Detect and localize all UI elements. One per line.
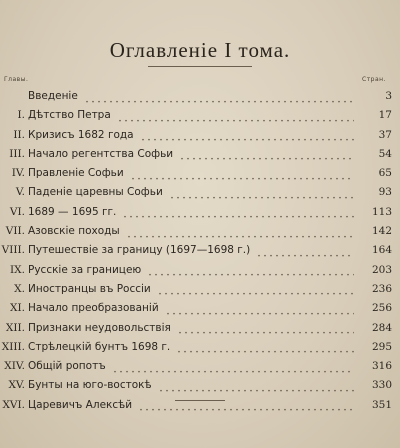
toc-entry xyxy=(0,376,400,395)
page-number: 164 xyxy=(371,244,392,257)
chapter-number: X. xyxy=(14,282,25,295)
dot-leader xyxy=(140,126,354,145)
chapter-title: Путешествіе за границу (1697—1698 г.) xyxy=(28,244,251,257)
chapter-title: Иностранцы въ Россіи xyxy=(28,282,151,295)
dot-leader xyxy=(256,241,354,260)
chapter-title: Введеніе xyxy=(28,90,78,102)
page-number: 113 xyxy=(371,205,392,218)
chapter-number: VII. xyxy=(5,225,25,238)
dot-leader xyxy=(138,396,354,415)
chapter-number: XI. xyxy=(10,302,25,315)
toc-entry xyxy=(0,338,400,357)
page-number: 256 xyxy=(371,302,392,315)
toc-entry xyxy=(0,280,400,299)
toc-entry xyxy=(0,299,400,318)
page-number: 330 xyxy=(371,379,392,392)
toc-entry xyxy=(0,357,400,376)
page-number: 54 xyxy=(378,147,392,160)
page-title: Оглавленіе I тома. xyxy=(109,38,291,62)
chapter-number: IX. xyxy=(10,263,25,276)
chapter-number: VI. xyxy=(9,205,25,218)
chapter-number: III. xyxy=(9,147,25,160)
toc-entry xyxy=(0,241,400,260)
toc-entry xyxy=(0,396,400,415)
chapter-title: Русскіе за границею xyxy=(28,263,142,276)
dot-leader xyxy=(147,261,354,280)
chapter-title: 1689 — 1695 гг. xyxy=(28,205,117,218)
toc-entry xyxy=(0,222,400,241)
page-number: 3 xyxy=(385,90,392,102)
toc-entry xyxy=(0,203,400,222)
dot-leader xyxy=(84,87,354,106)
page-number: 351 xyxy=(371,398,392,411)
chapter-title: Начало преобразованій xyxy=(28,302,159,315)
chapter-title: Азовскіе походы xyxy=(28,225,120,238)
chapters-column-header: Главы. xyxy=(4,76,29,83)
table-of-contents xyxy=(0,87,400,415)
chapter-title: Царевичъ Алексѣй xyxy=(28,398,133,411)
dot-leader xyxy=(176,338,354,357)
chapter-title: Признаки неудовольствія xyxy=(28,321,171,334)
page-number: 65 xyxy=(378,167,392,180)
dot-leader xyxy=(165,299,354,318)
chapter-number: XIV. xyxy=(4,360,25,373)
toc-entry xyxy=(0,126,400,145)
page-number: 295 xyxy=(371,340,392,353)
page-number: 203 xyxy=(371,263,392,276)
chapter-number: V. xyxy=(15,186,25,199)
pages-column-header: Стран. xyxy=(362,76,386,83)
page-number: 17 xyxy=(378,109,392,122)
chapter-title: Правленіе Софьи xyxy=(28,167,124,180)
dot-leader xyxy=(117,106,354,125)
chapter-number: IV. xyxy=(11,167,25,180)
dot-leader xyxy=(126,222,354,241)
dot-leader xyxy=(112,357,354,376)
toc-entry xyxy=(0,106,400,125)
chapter-title: Бунты на юго-востокѣ xyxy=(28,379,152,392)
chapter-number: XIII. xyxy=(1,340,25,353)
dot-leader xyxy=(130,164,354,183)
chapter-title: Начало регентства Софьи xyxy=(28,147,174,160)
chapter-title: Общій ропотъ xyxy=(28,360,106,373)
chapter-number: XVI. xyxy=(2,398,25,411)
toc-entry xyxy=(0,319,400,338)
toc-entry xyxy=(0,145,400,164)
chapter-title: Дѣтство Петра xyxy=(28,109,111,122)
chapter-title: Кризисъ 1682 года xyxy=(28,128,134,141)
chapter-number: VIII. xyxy=(1,244,25,257)
toc-entry xyxy=(0,183,400,202)
chapter-number: I. xyxy=(17,109,25,122)
title-rule xyxy=(148,66,252,67)
dot-leader xyxy=(158,376,354,395)
page-number: 37 xyxy=(378,128,392,141)
chapter-number: XV. xyxy=(8,379,25,392)
toc-entry xyxy=(0,261,400,280)
dot-leader xyxy=(157,280,354,299)
chapter-number: II. xyxy=(13,128,25,141)
dot-leader xyxy=(122,203,354,222)
chapter-title: Паденіе царевны Софьи xyxy=(28,186,163,199)
dot-leader xyxy=(177,319,354,338)
end-rule xyxy=(175,400,225,401)
page-number: 93 xyxy=(378,186,392,199)
toc-entry xyxy=(0,87,400,106)
page-number: 284 xyxy=(371,321,392,334)
dot-leader xyxy=(179,145,354,164)
dot-leader xyxy=(169,183,354,202)
chapter-title: Стрѣлецкій бунтъ 1698 г. xyxy=(28,340,171,353)
page-number: 142 xyxy=(371,225,392,238)
page-number: 316 xyxy=(371,360,392,373)
toc-entry xyxy=(0,164,400,183)
page-number: 236 xyxy=(371,282,392,295)
chapter-number: XII. xyxy=(5,321,25,334)
